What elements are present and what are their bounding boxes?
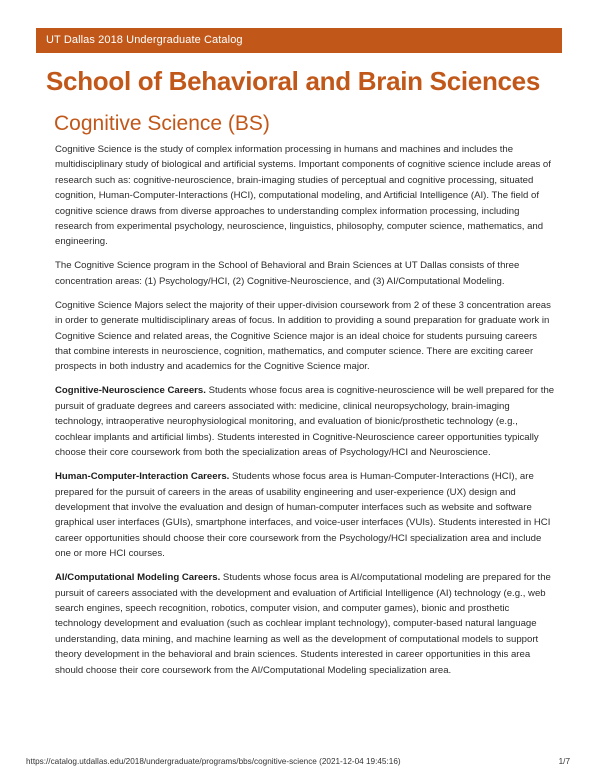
career-ai-modeling	[55, 570, 555, 678]
program-title: Cognitive Science (BS)	[54, 112, 270, 135]
intro-paragraph: Cognitive Science is the study of complex information processing in humans and machines and includes the multidisciplinary study of biological and artificial systems. Important components of cognitive science include areas of research such as: cognitive-neuroscience, brain-imaging studies of perceptual and cognitive processing, situated cognition, Human-Computer-Interactions (HCI), computational modeling, and Artificial Intelligence (AI). The field of cognitive science draws from diverse approaches to understanding complex information processing, including research from experimental psychology, neuroscience, linguistics, philosophy, computer science, mathematics, and engineering.	[55, 144, 551, 248]
footer-url[interactable]: https://catalog.utdallas.edu/2018/undergraduate/programs/bbs/cognitive-science (2021-12-04 19:45:16)	[26, 757, 401, 766]
career-text: Students whose focus area is Human-Computer-Interactions (HCI), are prepared for the pursuit of careers in the areas of usability engineering and user-experience (UX) design and development that involve the evaluation and design of human-computer interfaces such as website and software graphical user interfaces (GUIs), smartphone interfaces, and voice-user interfaces (VUIs). Students interested in HCI career opportunities should choose their core coursework from the Psychology/HCI specialization area and include one or more HCI courses.	[55, 471, 551, 560]
school-title: School of Behavioral and Brain Sciences	[46, 66, 541, 96]
career-cognitive-neuroscience	[55, 383, 555, 460]
career-text: Students whose focus area is cognitive-neuroscience will be well prepared for the pursuit of graduate degrees and careers associated with: medicine, clinical neuropsychology, brain-imaging technology, intraoperative neurophysiological monitoring, and evaluation of bionic/prosthetic technology (e.g., cochlear implants and artificial limbs). Students interested in Cognitive-Neuroscience career opportunities typically choose their core coursework from both the specialization areas of Psychology/HCI and Neuroscience.	[55, 385, 555, 459]
career-heading: AI/Computational Modeling Careers.	[55, 572, 221, 584]
career-text: Students whose focus area is AI/computational modeling are prepared for the pursuit of careers associated with the development and evaluation of Artificial Intelligence (AI) technology (e.g., web search engines, speech recognition, robotics, computer vision, and computer games), bionic and prosthetic technology development and evaluation (such as cochlear implant technology), computer-based natural language understanding, data mining, and machine learning as well as the development of computational models to support theory development in the behavioral and brain sciences. Students interested in career opportunities in this area should choose their core coursework from the AI/Computational Modeling specialization area.	[55, 572, 551, 676]
career-hci	[55, 469, 555, 561]
catalog-banner: UT Dallas 2018 Undergraduate Catalog	[36, 28, 562, 53]
program-description	[55, 142, 555, 687]
career-heading: Cognitive-Neuroscience Careers.	[55, 385, 206, 397]
career-heading: Human-Computer-Interaction Careers.	[55, 471, 230, 483]
page-number: 1/7	[558, 757, 570, 766]
majors-paragraph: Cognitive Science Majors select the majority of their upper-division coursework from 2 of these 3 concentration areas in order to generate multidisciplinary areas of focus. In addition to providing a sound preparation for graduate work in Cognitive Science and related areas, the Cognitive Science major is an ideal choice for students pursuing careers that combine interests in neuroscience, cognition, mathematics, and computer science. There are exciting career prospects in both industry and academics for the Cognitive Science major.	[55, 299, 551, 373]
concentration-paragraph: The Cognitive Science program in the School of Behavioral and Brain Sciences at UT Dallas consists of three concentration areas: (1) Psychology/HCI, (2) Cognitive-Neuroscience, and (3) AI/Computational Modeling.	[55, 260, 520, 287]
